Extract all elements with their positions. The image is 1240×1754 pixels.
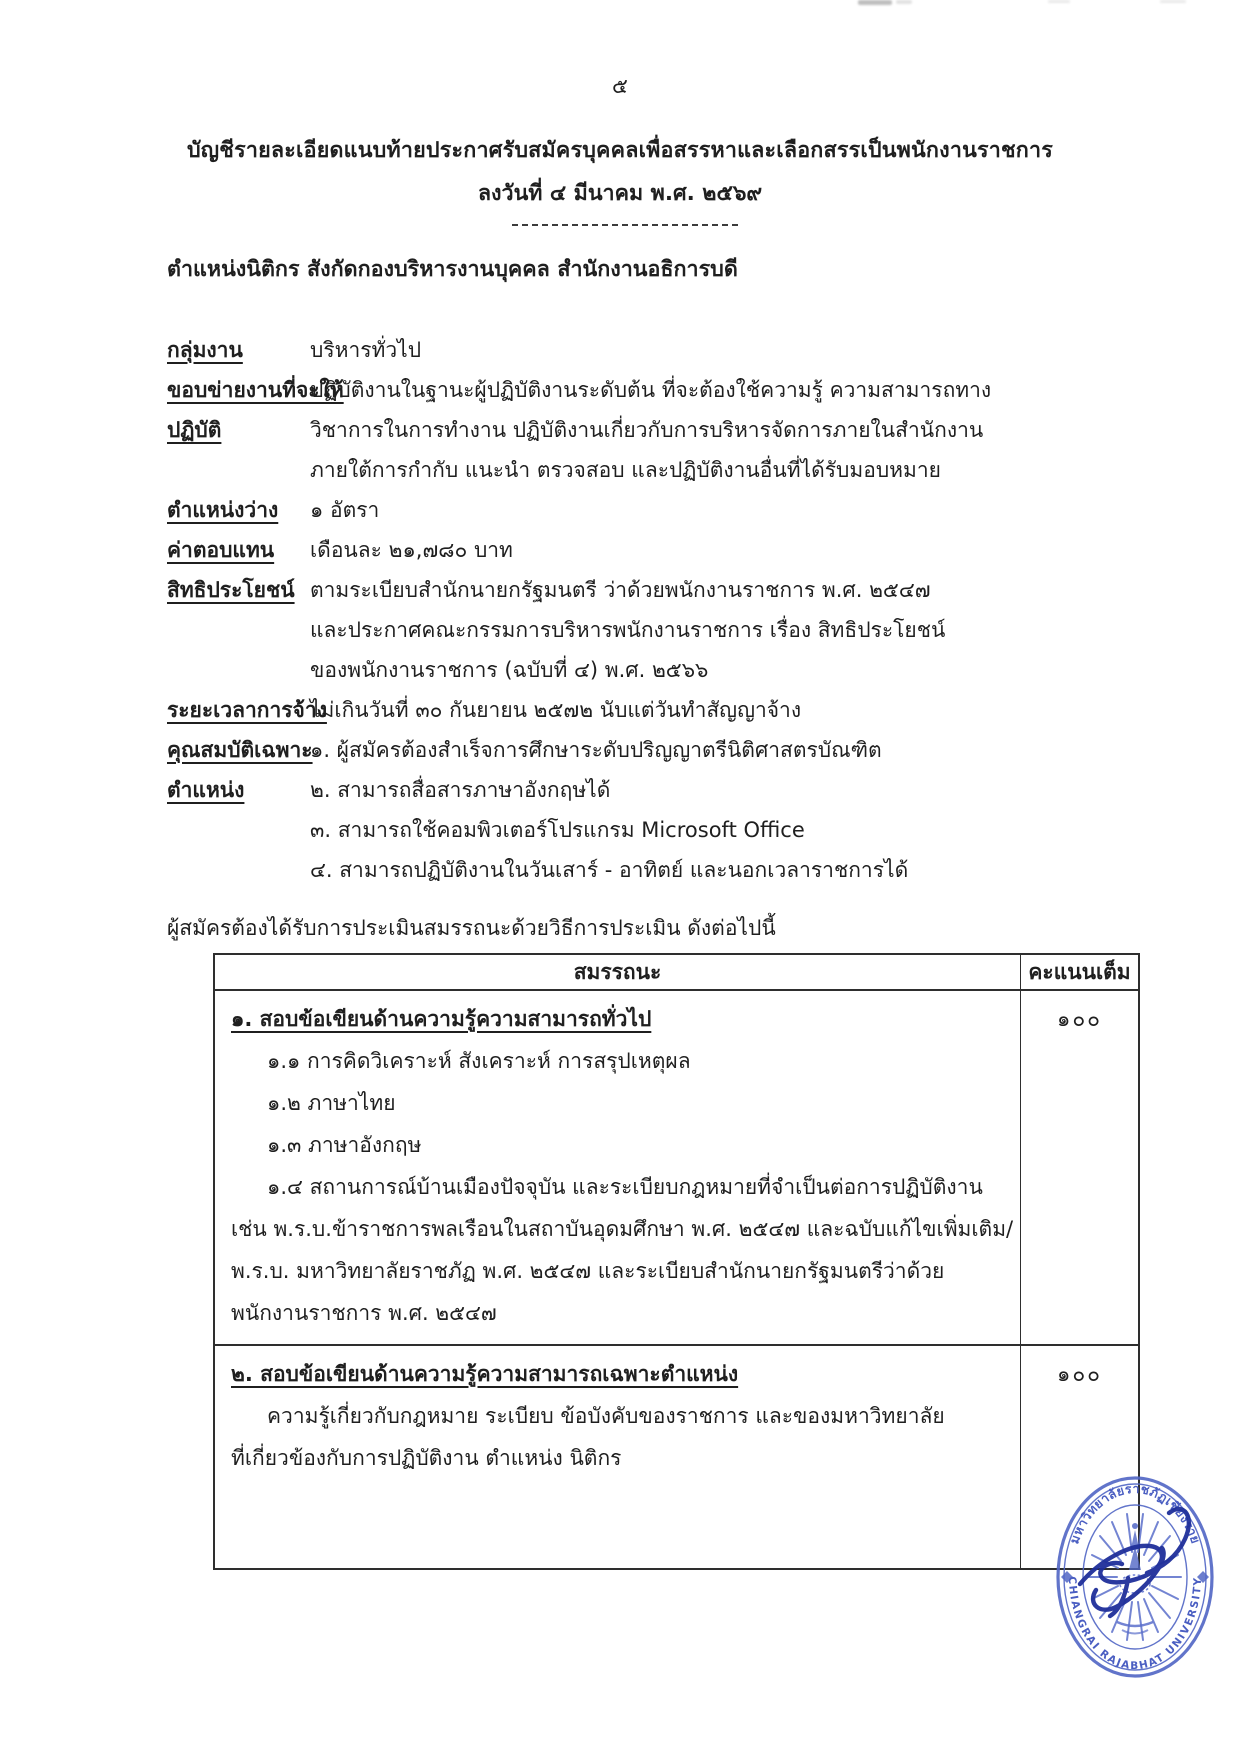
row-line: ๑.๓ ภาษาอังกฤษ [267,1133,422,1157]
row-line: ๑.๔ สถานการณ์บ้านเมืองปัจจุบัน และระเบียบกฎหมายที่จำเป็นต่อการปฏิบัติงาน [267,1175,983,1199]
field-row [167,370,1097,490]
row-heading: ๒. สอบข้อเขียนด้านความรู้ความสามารถเฉพาะตำแหน่ง [231,1362,739,1386]
row-line: ความรู้เกี่ยวกับกฎหมาย ระเบียบ ข้อบังคับของราชการ และของมหาวิทยาลัย [267,1404,945,1428]
field-row [167,690,1097,730]
field-value: ๑ อัตรา [310,498,380,522]
field-value: ๒. สามารถสื่อสารภาษาอังกฤษได้ [310,778,611,802]
field-value: เดือนละ ๒๑,๗๘๐ บาท [310,538,513,562]
row-line: เช่น พ.ร.บ.ข้าราชการพลเรือนในสถาบันอุดมศึกษา พ.ศ. ๒๕๔๗ และฉบับแก้ไขเพิ่มเติม/ [231,1217,1014,1241]
field-label: ระยะเวลาการจ้าง [167,698,327,722]
field-row [167,490,1097,530]
field-row [167,530,1097,570]
document-title-line2: ลงวันที่ ๔ มีนาคม พ.ศ. ๒๕๖๙ [477,181,763,206]
column-header-full-score: คะแนนเต็ม [1028,959,1131,984]
field-label: ตำแหน่งว่าง [167,498,279,522]
field-label: ปฏิบัติ [167,418,222,442]
row-score: ๑๐๐ [1057,1007,1102,1031]
field-label: คุณสมบัติเฉพาะ [167,738,313,762]
field-label: ตำแหน่ง [167,778,245,802]
field-value: และประกาศคณะกรรมการบริหารพนักงานราชการ เรื่อง สิทธิประโยชน์ [310,618,946,642]
position-section-heading: ตำแหน่งนิติกร สังกัดกองบริหารงานบุคคล สำนักงานอธิการบดี [167,257,738,282]
field-value: ๓. สามารถใช้คอมพิวเตอร์โปรแกรม Microsoft Office [310,818,805,842]
svg-text:CHIANGRAI RAJABHAT UNIVERSITY [1066,1576,1204,1672]
field-value: ๑. ผู้สมัครต้องสำเร็จการศึกษาระดับปริญญาตรีนิติศาสตรบัณฑิต [310,738,882,762]
field-value: ตามระเบียบสำนักนายกรัฐมนตรี ว่าด้วยพนักงานราชการ พ.ศ. ๒๕๔๗ [310,578,931,602]
field-label: สิทธิประโยชน์ [167,578,295,602]
field-value: บริหารทั่วไป [310,338,422,362]
assessment-intro: ผู้สมัครต้องได้รับการประเมินสมรรถนะด้วยวิธีการประเมิน ดังต่อไปนี้ [167,916,776,940]
dashed-divider [512,224,738,226]
seal-english-text: CHIANGRAI RAJABHAT UNIVERSITY [1065,1576,1205,1673]
row-heading: ๑. สอบข้อเขียนด้านความรู้ความสามารถทั่วไป [231,1007,652,1031]
document-title-line1: บัญชีรายละเอียดแนบท้ายประกาศรับสมัครบุคคลเพื่อสรรหาและเลือกสรรเป็นพนักงานราชการ [186,138,1054,163]
scan-smudge [1048,0,1070,3]
field-value: ๔. สามารถปฏิบัติงานในวันเสาร์ - อาทิตย์ และนอกเวลาราชการได้ [310,858,909,882]
seal-graphic [1052,1472,1218,1682]
row-line: ที่เกี่ยวข้องกับการปฏิบัติงาน ตำแหน่ง นิติกร [231,1446,622,1470]
scan-smudge [858,0,892,5]
position-details [167,330,1097,890]
field-value: วิชาการในการทำงาน ปฏิบัติงานเกี่ยวกับการบริหารจัดการภายในสำนักงาน [310,418,984,442]
field-label: ขอบข่ายงานที่จะให้ [167,378,344,402]
seal-thai-text: มหาวิทยาลัยราชภัฏเชียงราย [1066,1480,1204,1546]
row-score: ๑๐๐ [1057,1362,1102,1386]
field-value: ปฏิบัติงานในฐานะผู้ปฏิบัติงานระดับต้น ที่จะต้องใช้ความรู้ ความสามารถทาง [310,378,992,402]
assessment-table [213,953,1140,1570]
row-line: ๑.๑ การคิดวิเคราะห์ สังเคราะห์ การสรุปเหตุผล [267,1049,691,1073]
row-line: พ.ร.บ. มหาวิทยาลัยราชภัฏ พ.ศ. ๒๕๔๗ และระเบียบสำนักนายกรัฐมนตรีว่าด้วย [231,1259,945,1283]
field-label: ค่าตอบแทน [167,538,275,562]
column-header-competency: สมรรถนะ [215,955,1021,989]
field-value: ของพนักงานราชการ (ฉบับที่ ๔) พ.ศ. ๒๕๖๖ [310,658,709,682]
row-line: ๑.๒ ภาษาไทย [267,1091,396,1115]
field-row [167,570,1097,690]
field-value: ไม่เกินวันที่ ๓๐ กันยายน ๒๕๗๒ นับแต่วันทำสัญญาจ้าง [310,698,802,722]
university-seal-stamp [1052,1472,1218,1682]
table-row [215,1346,1138,1568]
scan-smudge [1160,0,1186,3]
field-row [167,330,1097,370]
table-header-row [215,955,1138,991]
field-value: ภายใต้การกำกับ แนะนำ ตรวจสอบ และปฏิบัติงานอื่นที่ได้รับมอบหมาย [310,458,941,482]
page-number: ๕ [612,74,628,98]
field-row [167,730,1097,890]
scan-smudge [896,0,912,4]
row-line: พนักงานราชการ พ.ศ. ๒๕๔๗ [231,1301,497,1325]
field-label: กลุ่มงาน [167,338,243,362]
table-row [215,991,1138,1346]
